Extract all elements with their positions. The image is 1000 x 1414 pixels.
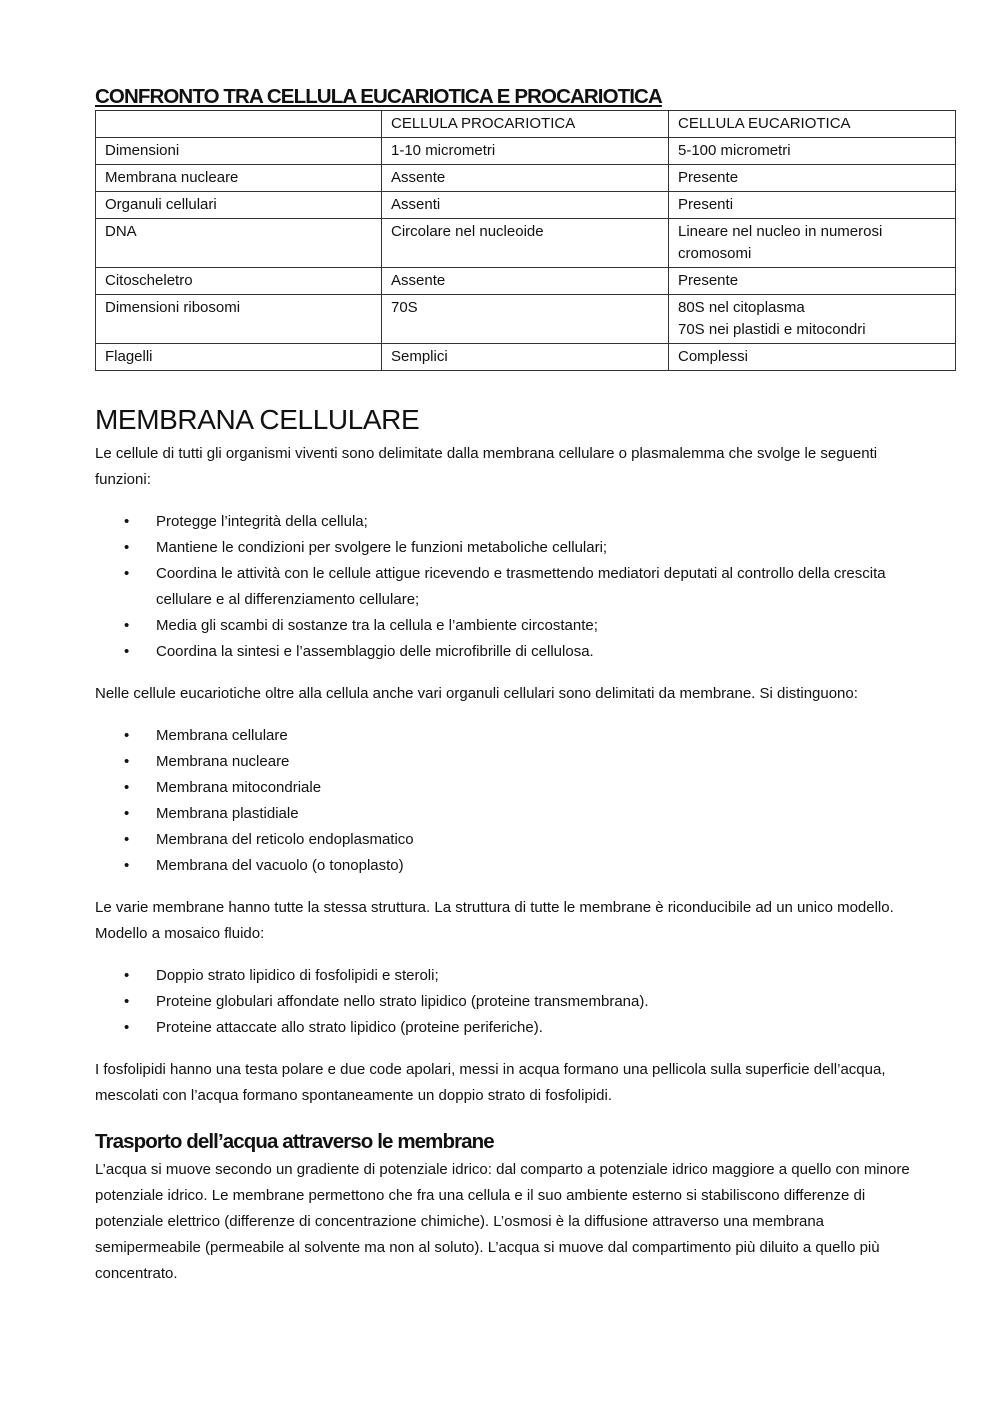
table-cell: Presenti — [669, 192, 956, 219]
table-row — [96, 268, 956, 295]
table-row — [96, 165, 956, 192]
list-item — [95, 801, 955, 827]
bullet-icon: • — [124, 967, 130, 984]
fluid-mosaic-list — [95, 963, 955, 1041]
list-item — [95, 509, 955, 535]
list-item-text: Coordina le attività con le cellule attigue ricevendo e trasmettendo mediatori deputati al controllo della crescita cellulare e al differenziamento cellulare; — [156, 565, 886, 608]
bullet-icon: • — [124, 643, 130, 660]
list-item — [95, 723, 955, 749]
list-item — [95, 613, 955, 639]
list-item — [95, 1015, 955, 1041]
table-cell: 5-100 micrometri — [669, 138, 956, 165]
table-cell: Lineare nel nucleo in numerosi cromosomi — [669, 219, 956, 268]
list-item — [95, 535, 955, 561]
table-row — [96, 192, 956, 219]
list-item-text: Membrana nucleare — [156, 753, 290, 770]
table-cell: 70S — [382, 295, 669, 344]
table-cell: Citoscheletro — [96, 268, 382, 295]
bullet-icon: • — [124, 1019, 130, 1036]
functions-list — [95, 509, 955, 665]
fluid-mosaic-paragraph: Le varie membrane hanno tutte la stessa struttura. La struttura di tutte le membrane è riconducibile ad un unico modello. Modello a mosaico fluido: — [95, 899, 894, 942]
list-item-text: Membrana del reticolo endoplasmatico — [156, 831, 414, 848]
bullet-icon: • — [124, 565, 130, 582]
list-item-text: Membrana plastidiale — [156, 805, 299, 822]
list-item-text: Doppio strato lipidico di fosfolipidi e steroli; — [156, 967, 439, 984]
list-item-text: Membrana cellulare — [156, 727, 288, 744]
bullet-icon: • — [124, 727, 130, 744]
list-item — [95, 827, 955, 853]
membrane-heading: MEMBRANA CELLULARE — [95, 404, 420, 435]
bullet-icon: • — [124, 993, 130, 1010]
membrane-intro-paragraph: Le cellule di tutti gli organismi viventi sono delimitate dalla membrana cellulare o plasmalemma che svolge le seguenti funzioni: — [95, 445, 878, 488]
comparison-title: CONFRONTO TRA CELLULA EUCARIOTICA E PROCARIOTICA — [95, 85, 662, 108]
list-item — [95, 853, 955, 879]
list-item — [95, 749, 955, 775]
table-row — [96, 219, 956, 268]
list-item — [95, 561, 955, 613]
table-cell: Flagelli — [96, 344, 382, 371]
bullet-icon: • — [124, 831, 130, 848]
list-item — [95, 989, 955, 1015]
table-row — [96, 295, 956, 344]
table-cell: Assente — [382, 268, 669, 295]
table-cell: 80S nel citoplasma 70S nei plastidi e mitocondri — [669, 295, 956, 344]
list-item — [95, 639, 955, 665]
bullet-icon: • — [124, 857, 130, 874]
table-cell: Dimensioni — [96, 138, 382, 165]
table-cell: Assenti — [382, 192, 669, 219]
list-item-text: Protegge l’integrità della cellula; — [156, 513, 368, 530]
list-item-text: Proteine attaccate allo strato lipidico (proteine periferiche). — [156, 1019, 543, 1036]
water-transport-heading: Trasporto dell’acqua attraverso le membrane — [95, 1130, 494, 1153]
water-transport-paragraph: L’acqua si muove secondo un gradiente di potenziale idrico: dal comparto a potenziale idrico maggiore a quello con minore potenziale idrico. Le membrane permettono che fra una cellula e il suo ambiente esterno si stabiliscono differenze di potenziale elettrico (differenze di concentrazione chimiche). L’osmosi è la diffusione attraverso una membrana semipermeabile (permeabile al solvente ma non al soluto). L’acqua si muove dal compartimento più diluito a quello più concentrato. — [95, 1161, 910, 1282]
table-header-row — [96, 111, 956, 138]
list-item-text: Media gli scambi di sostanze tra la cellula e l’ambiente circostante; — [156, 617, 598, 634]
table-cell: Assente — [382, 165, 669, 192]
list-item-text: Membrana del vacuolo (o tonoplasto) — [156, 857, 404, 874]
table-row — [96, 344, 956, 371]
list-item — [95, 775, 955, 801]
list-item-text: Mantiene le condizioni per svolgere le funzioni metaboliche cellulari; — [156, 539, 608, 556]
list-item-text: Membrana mitocondriale — [156, 779, 322, 796]
bullet-icon: • — [124, 779, 130, 796]
table-header-cell: CELLULA EUCARIOTICA — [669, 111, 956, 138]
table-header-cell — [96, 111, 382, 138]
table-cell: Presente — [669, 268, 956, 295]
bullet-icon: • — [124, 539, 130, 556]
table-cell: 1-10 micrometri — [382, 138, 669, 165]
table-cell: Dimensioni ribosomi — [96, 295, 382, 344]
bullet-icon: • — [124, 513, 130, 530]
list-item-text: Coordina la sintesi e l’assemblaggio delle microfibrille di cellulosa. — [156, 643, 594, 660]
bullet-icon: • — [124, 753, 130, 770]
comparison-table — [95, 110, 956, 371]
table-cell: Organuli cellulari — [96, 192, 382, 219]
table-cell: DNA — [96, 219, 382, 268]
bullet-icon: • — [124, 805, 130, 822]
list-item — [95, 963, 955, 989]
list-item-text: Proteine globulari affondate nello strato lipidico (proteine transmembrana). — [156, 993, 649, 1010]
table-cell: Membrana nucleare — [96, 165, 382, 192]
table-cell: Circolare nel nucleoide — [382, 219, 669, 268]
document-page — [95, 84, 955, 1287]
membrane-types-list — [95, 723, 955, 879]
phospholipids-paragraph: I fosfolipidi hanno una testa polare e due code apolari, messi in acqua formano una pellicola sulla superficie dell’acqua, mescolati con l’acqua formano spontaneamente un doppio strato di fosfolipidi. — [95, 1061, 886, 1104]
table-cell: Complessi — [669, 344, 956, 371]
eukaryotic-membranes-paragraph: Nelle cellule eucariotiche oltre alla cellula anche vari organuli cellulari sono delimitati da membrane. Si distinguono: — [95, 685, 858, 702]
table-row — [96, 138, 956, 165]
table-cell: Presente — [669, 165, 956, 192]
bullet-icon: • — [124, 617, 130, 634]
table-header-cell: CELLULA PROCARIOTICA — [382, 111, 669, 138]
table-cell: Semplici — [382, 344, 669, 371]
